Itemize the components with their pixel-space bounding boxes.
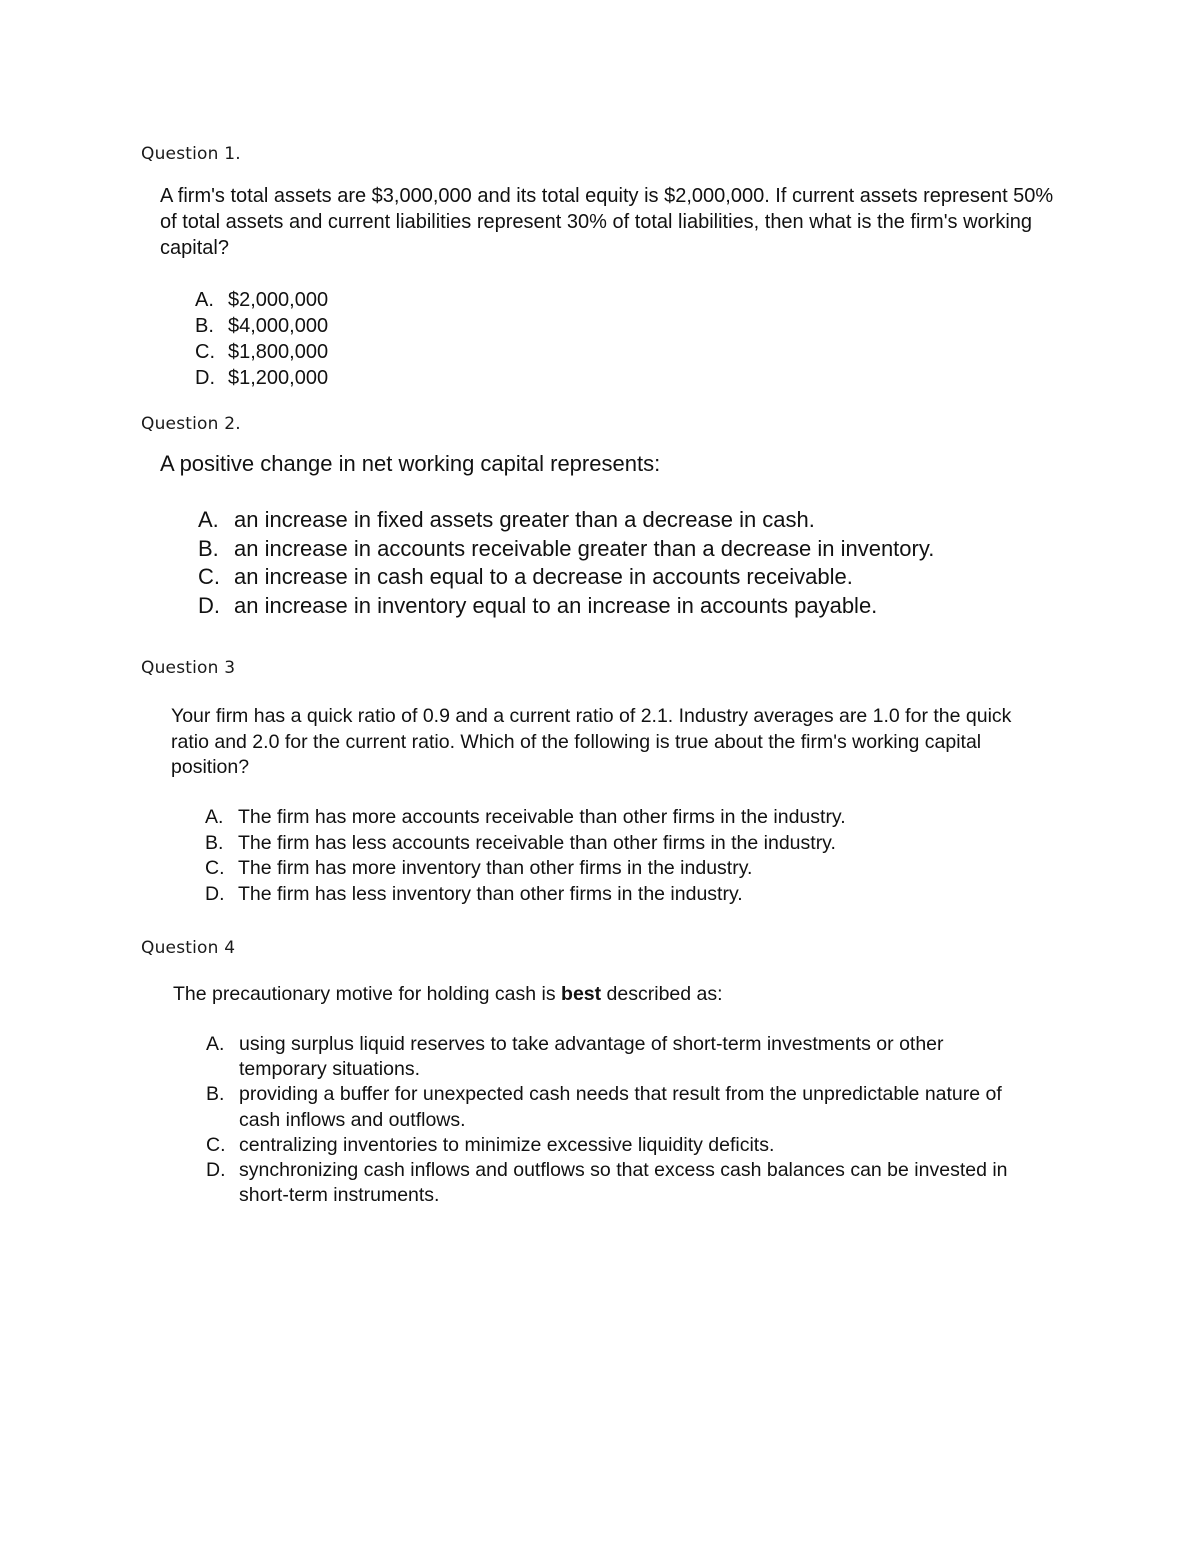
answer-option (205, 805, 1045, 831)
answer-option (205, 856, 1045, 882)
answer-option (195, 287, 595, 313)
option-text: an increase in inventory equal to an increase in accounts payable. (234, 592, 878, 618)
answer-options (206, 1032, 1026, 1208)
option-letter: D. (195, 367, 215, 389)
answer-option (205, 882, 1045, 908)
option-letter: D. (205, 882, 225, 905)
answer-options (205, 805, 1045, 907)
option-letter: A. (205, 806, 224, 828)
answer-option (198, 592, 1098, 621)
option-letter: B. (195, 315, 214, 337)
option-letter: D. (198, 592, 220, 618)
answer-options (195, 287, 595, 391)
option-letter: B. (206, 1083, 225, 1106)
prompt-emphasis: best (561, 983, 602, 1005)
question-prompt: Your firm has a quick ratio of 0.9 and a current ratio of 2.1. Industry averages are 1.0 for the quick ratio and 2.0 for the current ratio. Which of the following is true about the firm's working capital position? (171, 705, 1012, 778)
option-letter: C. (206, 1133, 226, 1156)
question-heading: Question 4 (141, 938, 236, 958)
answer-option (198, 506, 1098, 535)
question-heading: Question 2. (141, 414, 241, 434)
option-text: $4,000,000 (228, 315, 329, 337)
question-prompt: A firm's total assets are $3,000,000 and its total equity is $2,000,000. If current assets represent 50% of total assets and current liabilities represent 30% of total liabilities, then what is the firm's working capital? (160, 185, 1054, 259)
option-letter: C. (195, 341, 215, 363)
answer-option (195, 339, 595, 365)
option-text: The firm has less accounts receivable than other firms in the industry. (238, 831, 836, 854)
option-letter: B. (205, 831, 224, 854)
option-text: an increase in accounts receivable greater than a decrease in inventory. (234, 535, 935, 561)
option-text: an increase in cash equal to a decrease in accounts receivable. (234, 564, 853, 589)
option-text: $1,800,000 (228, 341, 329, 363)
answer-option (206, 1133, 1026, 1158)
prompt-text: The precautionary motive for holding cash is (173, 983, 562, 1005)
question-prompt (173, 981, 1053, 1007)
option-letter: C. (205, 857, 225, 879)
question-heading: Question 1. (141, 144, 241, 164)
option-text: The firm has more inventory than other firms in the industry. (238, 857, 753, 879)
option-letter: A. (195, 289, 214, 311)
prompt-text: described as: (601, 983, 723, 1005)
answer-option (195, 313, 595, 339)
option-letter: A. (206, 1033, 225, 1055)
option-letter: C. (198, 564, 220, 589)
option-letter: D. (206, 1159, 226, 1182)
question-prompt: A positive change in net working capital represents: (160, 451, 661, 476)
option-text: an increase in fixed assets greater than a decrease in cash. (234, 507, 815, 532)
option-letter: A. (198, 507, 219, 532)
answer-option (206, 1082, 1026, 1132)
option-text: The firm has less inventory than other firms in the industry. (238, 882, 743, 905)
answer-option (195, 365, 595, 391)
option-text: $1,200,000 (228, 367, 329, 389)
option-text: $2,000,000 (228, 289, 329, 311)
answer-option (206, 1032, 1026, 1082)
answer-option (206, 1158, 1026, 1208)
option-text: synchronizing cash inflows and outflows so that excess cash balances can be invested in short-term instruments. (239, 1159, 1008, 1207)
option-text: providing a buffer for unexpected cash needs that result from the unpredictable nature of cash inflows and outflows. (239, 1083, 1002, 1131)
answer-option (198, 563, 1098, 592)
option-text: centralizing inventories to minimize excessive liquidity deficits. (239, 1133, 775, 1156)
answer-options (198, 506, 1098, 620)
answer-option (198, 535, 1098, 564)
answer-option (205, 831, 1045, 857)
option-text: The firm has more accounts receivable than other firms in the industry. (238, 806, 846, 828)
option-letter: B. (198, 535, 219, 561)
option-text: using surplus liquid reserves to take advantage of short-term investments or other temporary situations. (239, 1033, 944, 1081)
question-heading: Question 3 (141, 658, 236, 678)
